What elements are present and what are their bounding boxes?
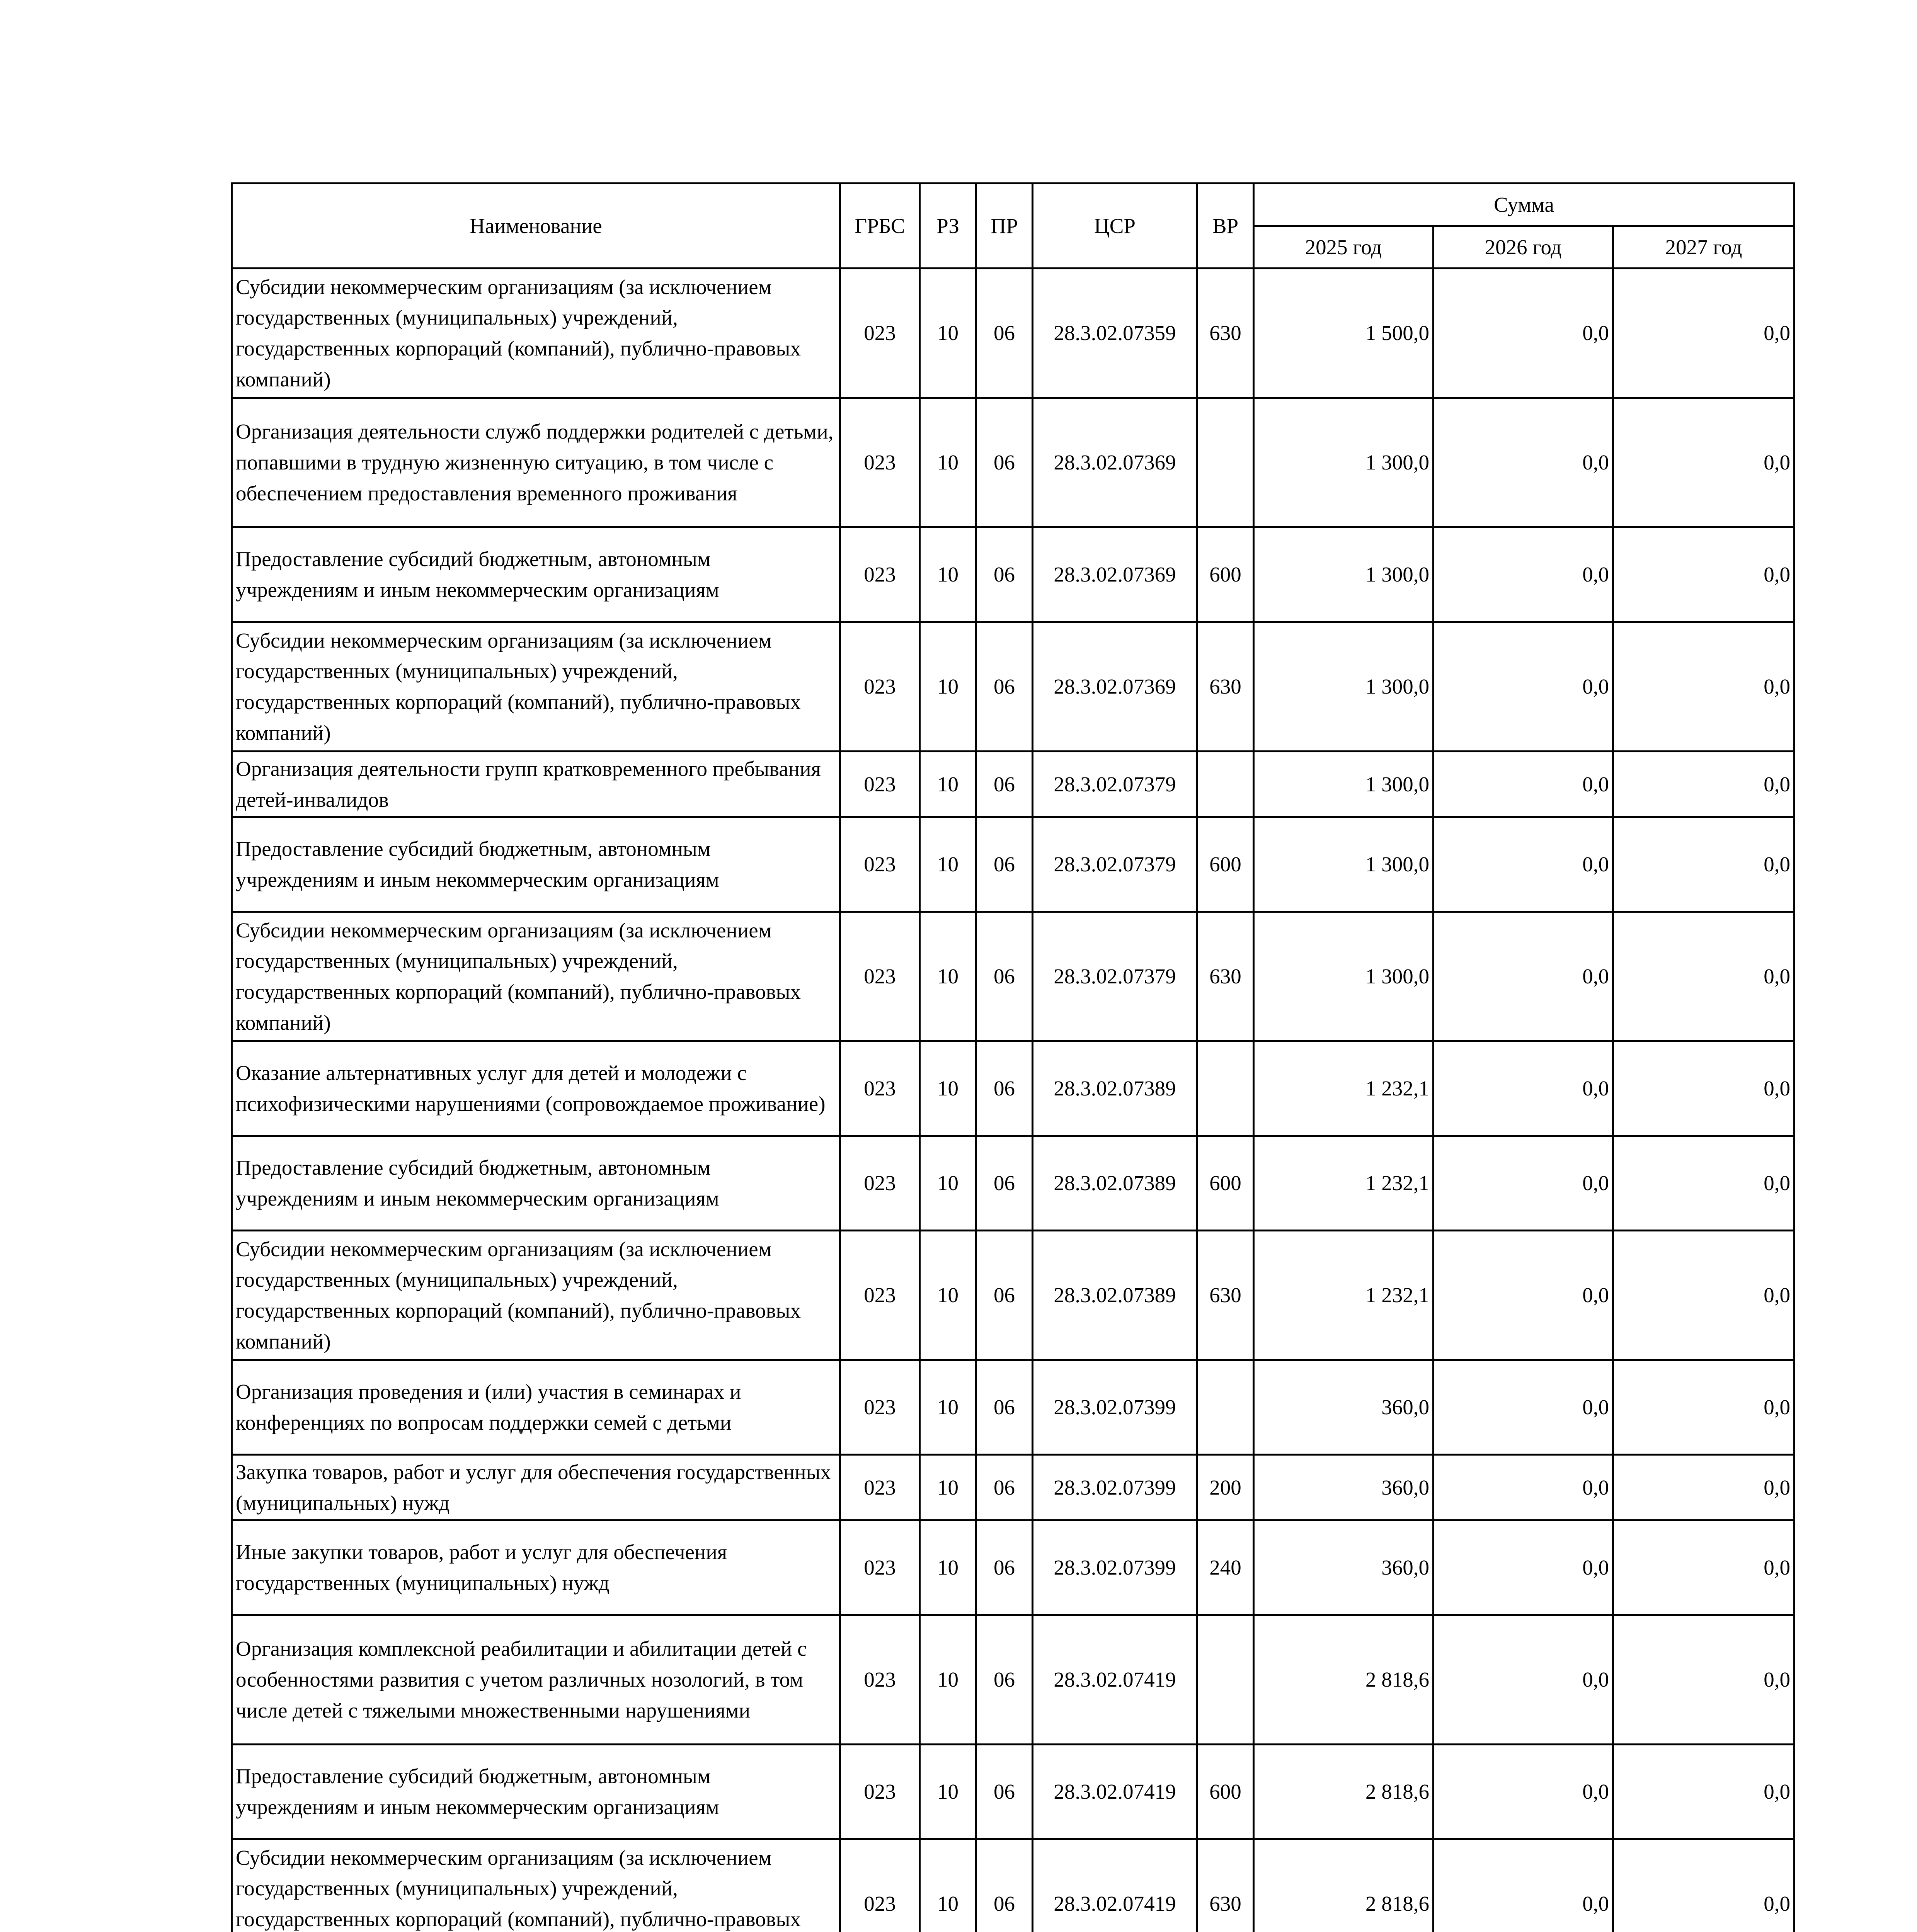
cell-vr: 630 [1197,622,1254,752]
cell-sum-2026: 0,0 [1433,398,1613,527]
cell-rz: 10 [920,1745,976,1839]
cell-sum-2025: 1 500,0 [1254,269,1433,398]
table-row [232,527,1794,622]
cell-pr: 06 [976,1360,1033,1455]
cell-name: Оказание альтернативных услуг для детей и молодежи с психофизическими нарушениями (сопровождаемое проживание) [232,1041,840,1136]
header-name: Наименование [232,184,840,269]
cell-vr: 200 [1197,1455,1254,1520]
cell-sum-2027: 0,0 [1613,622,1794,752]
cell-sum-2026: 0,0 [1433,1745,1613,1839]
cell-pr: 06 [976,269,1033,398]
cell-rz: 10 [920,398,976,527]
table-row [232,622,1794,752]
cell-sum-2027: 0,0 [1613,817,1794,912]
cell-name: Предоставление субсидий бюджетным, автономным учреждениям и иным некоммерческим организациям [232,527,840,622]
cell-sum-2026: 0,0 [1433,527,1613,622]
cell-vr [1197,1615,1254,1745]
table-row [232,912,1794,1041]
cell-csr: 28.3.02.07369 [1033,527,1197,622]
header-pr: ПР [976,184,1033,269]
cell-sum-2027: 0,0 [1613,269,1794,398]
cell-rz: 10 [920,269,976,398]
cell-pr: 06 [976,527,1033,622]
header-rz: РЗ [920,184,976,269]
cell-csr: 28.3.02.07379 [1033,817,1197,912]
cell-sum-2026: 0,0 [1433,912,1613,1041]
header-vr: ВР [1197,184,1254,269]
cell-csr: 28.3.02.07389 [1033,1136,1197,1231]
cell-sum-2026: 0,0 [1433,1520,1613,1615]
budget-table [231,182,1795,1932]
cell-pr: 06 [976,1745,1033,1839]
cell-sum-2027: 0,0 [1613,398,1794,527]
header-sum: Сумма [1254,184,1794,226]
cell-vr [1197,1041,1254,1136]
cell-pr: 06 [976,752,1033,817]
cell-vr: 600 [1197,1745,1254,1839]
header-year-2025: 2025 год [1254,226,1433,269]
cell-vr: 240 [1197,1520,1254,1615]
cell-csr: 28.3.02.07389 [1033,1041,1197,1136]
cell-vr: 600 [1197,1136,1254,1231]
cell-sum-2026: 0,0 [1433,1041,1613,1136]
header-year-2026: 2026 год [1433,226,1613,269]
cell-csr: 28.3.02.07419 [1033,1615,1197,1745]
cell-name: Субсидии некоммерческим организациям (за исключением государственных (муниципальных) учреждений, государственных корпораций (компаний), публично-правовых [232,1839,840,1932]
cell-vr: 630 [1197,1839,1254,1932]
cell-sum-2025: 360,0 [1254,1360,1433,1455]
cell-vr: 630 [1197,1231,1254,1360]
cell-csr: 28.3.02.07419 [1033,1745,1197,1839]
cell-csr: 28.3.02.07389 [1033,1231,1197,1360]
cell-sum-2027: 0,0 [1613,1615,1794,1745]
table-row [232,1615,1794,1745]
cell-vr: 630 [1197,269,1254,398]
cell-csr: 28.3.02.07369 [1033,622,1197,752]
table-row [232,1745,1794,1839]
cell-sum-2025: 2 818,6 [1254,1745,1433,1839]
cell-sum-2026: 0,0 [1433,1136,1613,1231]
cell-sum-2027: 0,0 [1613,912,1794,1041]
cell-rz: 10 [920,912,976,1041]
cell-sum-2025: 1 232,1 [1254,1136,1433,1231]
cell-pr: 06 [976,622,1033,752]
table-row [232,752,1794,817]
cell-sum-2025: 1 300,0 [1254,622,1433,752]
cell-name: Субсидии некоммерческим организациям (за исключением государственных (муниципальных) учреждений, государственных корпораций (компаний), публично-правовых компаний) [232,1231,840,1360]
cell-sum-2027: 0,0 [1613,1231,1794,1360]
cell-grbs: 023 [840,912,920,1041]
cell-pr: 06 [976,398,1033,527]
cell-rz: 10 [920,622,976,752]
table-row [232,1839,1794,1932]
cell-grbs: 023 [840,1231,920,1360]
cell-rz: 10 [920,1839,976,1932]
cell-rz: 10 [920,1455,976,1520]
cell-vr [1197,398,1254,527]
cell-csr: 28.3.02.07379 [1033,752,1197,817]
cell-rz: 10 [920,1520,976,1615]
cell-pr: 06 [976,1839,1033,1932]
cell-grbs: 023 [840,269,920,398]
cell-grbs: 023 [840,1745,920,1839]
cell-sum-2027: 0,0 [1613,752,1794,817]
cell-rz: 10 [920,1615,976,1745]
cell-rz: 10 [920,1136,976,1231]
cell-pr: 06 [976,1136,1033,1231]
cell-sum-2026: 0,0 [1433,269,1613,398]
cell-pr: 06 [976,1231,1033,1360]
cell-sum-2026: 0,0 [1433,752,1613,817]
cell-name: Субсидии некоммерческим организациям (за исключением государственных (муниципальных) учреждений, государственных корпораций (компаний), публично-правовых компаний) [232,269,840,398]
cell-csr: 28.3.02.07359 [1033,269,1197,398]
cell-name: Предоставление субсидий бюджетным, автономным учреждениям и иным некоммерческим организациям [232,817,840,912]
cell-csr: 28.3.02.07399 [1033,1455,1197,1520]
header-csr: ЦСР [1033,184,1197,269]
cell-name: Иные закупки товаров, работ и услуг для обеспечения государственных (муниципальных) нужд [232,1520,840,1615]
cell-sum-2026: 0,0 [1433,817,1613,912]
cell-sum-2027: 0,0 [1613,1455,1794,1520]
table-row [232,1041,1794,1136]
cell-name: Закупка товаров, работ и услуг для обеспечения государственных (муниципальных) нужд [232,1455,840,1520]
cell-sum-2026: 0,0 [1433,1455,1613,1520]
cell-sum-2025: 2 818,6 [1254,1839,1433,1932]
cell-sum-2025: 1 232,1 [1254,1041,1433,1136]
cell-sum-2027: 0,0 [1613,1839,1794,1932]
cell-name: Организация деятельности групп кратковременного пребывания детей-инвалидов [232,752,840,817]
cell-vr: 630 [1197,912,1254,1041]
cell-sum-2027: 0,0 [1613,527,1794,622]
cell-name: Организация деятельности служб поддержки родителей с детьми, попавшими в трудную жизненную ситуацию, в том числе с обеспечением предоставления временного проживания [232,398,840,527]
cell-grbs: 023 [840,1839,920,1932]
cell-csr: 28.3.02.07379 [1033,912,1197,1041]
cell-rz: 10 [920,817,976,912]
cell-grbs: 023 [840,1041,920,1136]
cell-vr: 600 [1197,817,1254,912]
cell-sum-2026: 0,0 [1433,1231,1613,1360]
cell-csr: 28.3.02.07399 [1033,1520,1197,1615]
table-row [232,817,1794,912]
cell-sum-2026: 0,0 [1433,1360,1613,1455]
cell-sum-2025: 360,0 [1254,1520,1433,1615]
cell-name: Предоставление субсидий бюджетным, автономным учреждениям и иным некоммерческим организациям [232,1745,840,1839]
cell-rz: 10 [920,1041,976,1136]
table-row [232,1520,1794,1615]
cell-grbs: 023 [840,1455,920,1520]
cell-sum-2025: 1 232,1 [1254,1231,1433,1360]
table-row [232,1455,1794,1520]
cell-sum-2027: 0,0 [1613,1136,1794,1231]
cell-sum-2026: 0,0 [1433,1839,1613,1932]
cell-pr: 06 [976,817,1033,912]
cell-pr: 06 [976,1041,1033,1136]
cell-vr: 600 [1197,527,1254,622]
table-body [232,269,1794,1932]
cell-sum-2027: 0,0 [1613,1520,1794,1615]
header-grbs: ГРБС [840,184,920,269]
cell-grbs: 023 [840,752,920,817]
cell-csr: 28.3.02.07369 [1033,398,1197,527]
cell-sum-2027: 0,0 [1613,1360,1794,1455]
table-row [232,1231,1794,1360]
cell-vr [1197,752,1254,817]
cell-sum-2027: 0,0 [1613,1041,1794,1136]
cell-sum-2025: 360,0 [1254,1455,1433,1520]
cell-pr: 06 [976,1455,1033,1520]
cell-rz: 10 [920,1360,976,1455]
cell-name: Субсидии некоммерческим организациям (за исключением государственных (муниципальных) учреждений, государственных корпораций (компаний), публично-правовых компаний) [232,622,840,752]
cell-grbs: 023 [840,1136,920,1231]
header-year-2027: 2027 год [1613,226,1794,269]
cell-pr: 06 [976,1615,1033,1745]
cell-grbs: 023 [840,398,920,527]
table-row [232,1136,1794,1231]
cell-sum-2027: 0,0 [1613,1745,1794,1839]
cell-sum-2025: 1 300,0 [1254,912,1433,1041]
cell-grbs: 023 [840,1360,920,1455]
cell-csr: 28.3.02.07399 [1033,1360,1197,1455]
cell-grbs: 023 [840,622,920,752]
table-header [232,184,1794,269]
cell-name: Предоставление субсидий бюджетным, автономным учреждениям и иным некоммерческим организациям [232,1136,840,1231]
cell-sum-2026: 0,0 [1433,1615,1613,1745]
cell-sum-2025: 1 300,0 [1254,752,1433,817]
cell-sum-2025: 1 300,0 [1254,817,1433,912]
cell-rz: 10 [920,1231,976,1360]
cell-pr: 06 [976,1520,1033,1615]
cell-grbs: 023 [840,1615,920,1745]
cell-rz: 10 [920,527,976,622]
cell-sum-2025: 2 818,6 [1254,1615,1433,1745]
cell-rz: 10 [920,752,976,817]
table-row [232,398,1794,527]
cell-grbs: 023 [840,1520,920,1615]
table-row [232,269,1794,398]
cell-pr: 06 [976,912,1033,1041]
cell-grbs: 023 [840,527,920,622]
cell-sum-2026: 0,0 [1433,622,1613,752]
cell-sum-2025: 1 300,0 [1254,398,1433,527]
cell-name: Субсидии некоммерческим организациям (за исключением государственных (муниципальных) учреждений, государственных корпораций (компаний), публично-правовых компаний) [232,912,840,1041]
cell-name: Организация комплексной реабилитации и абилитации детей с особенностями развития с учетом различных нозологий, в том числе детей с тяжелыми множественными нарушениями [232,1615,840,1745]
cell-grbs: 023 [840,817,920,912]
table-row [232,1360,1794,1455]
cell-vr [1197,1360,1254,1455]
cell-csr: 28.3.02.07419 [1033,1839,1197,1932]
cell-sum-2025: 1 300,0 [1254,527,1433,622]
cell-name: Организация проведения и (или) участия в семинарах и конференциях по вопросам поддержки семей с детьми [232,1360,840,1455]
